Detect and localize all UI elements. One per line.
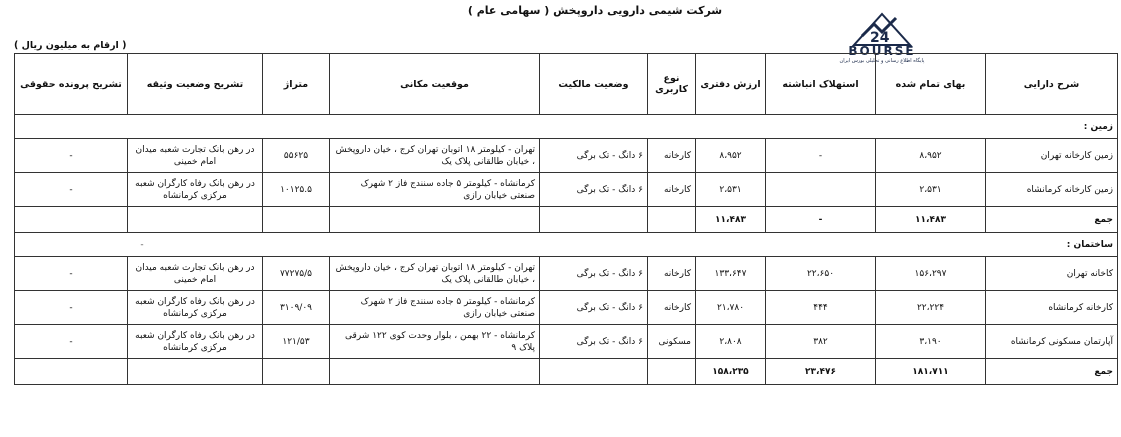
cell-description: کارخانه کرمانشاه [986, 291, 1118, 325]
cell-legal-file: - [15, 257, 128, 291]
cell-area: ۷۷۲۷۵/۵ [263, 257, 330, 291]
cell-description: زمین کارخانه کرمانشاه [986, 173, 1118, 207]
cell-area: ۳۱۰۹/۰۹ [263, 291, 330, 325]
header-ownership: وضعیت مالکیت [540, 54, 648, 115]
header-legal-file: تشریح پرونده حقوقی [15, 54, 128, 115]
total-label: جمع [986, 359, 1118, 385]
cell-usage-type: کارخانه [648, 257, 696, 291]
header-area: متراژ [263, 54, 330, 115]
cell-ownership: ۶ دانگ - تک برگی [540, 173, 648, 207]
table-row [15, 139, 1118, 173]
cell-location: کرمانشاه - کیلومتر ۵ جاده سنندج فاز ۲ شهرک صنعتی خیابان رازی [330, 173, 540, 207]
section-title [15, 233, 1118, 257]
cell-collateral: در رهن بانک رفاه کارگران شعبه مرکزی کرمانشاه [128, 173, 263, 207]
empty-cell [540, 207, 648, 233]
cell-ownership: ۶ دانگ - تک برگی [540, 257, 648, 291]
cell-finished-cost: ۲۲،۲۲۴ [876, 291, 986, 325]
total-label: جمع [986, 207, 1118, 233]
empty-cell [263, 207, 330, 233]
cell-usage-type: کارخانه [648, 291, 696, 325]
cell-location: تهران - کیلومتر ۱۸ اتوبان تهران کرج ، خیان داروپخش ، خیابان طالقانی پلاک یک [330, 257, 540, 291]
section-title: زمین : [15, 115, 1118, 139]
cell-legal-file: - [15, 325, 128, 359]
empty-cell [648, 207, 696, 233]
cell-ownership: ۶ دانگ - تک برگی [540, 291, 648, 325]
table-row [15, 173, 1118, 207]
empty-cell [128, 359, 263, 385]
section-row-land [15, 115, 1118, 139]
cell-finished-cost: ۳،۱۹۰ [876, 325, 986, 359]
cell-description: کاخانه تهران [986, 257, 1118, 291]
cell-description: آپارتمان مسکونی کرمانشاه [986, 325, 1118, 359]
svg-text:24: 24 [870, 30, 890, 46]
empty-cell [330, 207, 540, 233]
cell-collateral: در رهن بانک رفاه کارگران شعبه مرکزی کرمانشاه [128, 291, 263, 325]
cell-legal-file: - [15, 139, 128, 173]
header-accum-depreciation: استهلاک انباشته [766, 54, 876, 115]
cell-accum-depreciation: ۲۲،۶۵۰ [766, 257, 876, 291]
header-finished-cost: بهای تمام شده [876, 54, 986, 115]
cell-area: ۱۰۱۲۵.۵ [263, 173, 330, 207]
section-dash: - [140, 239, 144, 250]
header-usage-type: نوع کاربری [648, 54, 696, 115]
total-book-value: ۱۱،۴۸۳ [696, 207, 766, 233]
cell-location: کرمانشاه - کیلومتر ۵ جاده سنندج فاز ۲ شهرک صنعتی خیابان رازی [330, 291, 540, 325]
bourse-logo-icon [836, 12, 928, 46]
total-finished-cost: ۱۸۱،۷۱۱ [876, 359, 986, 385]
cell-accum-depreciation: - [766, 139, 876, 173]
cell-legal-file: - [15, 173, 128, 207]
cell-usage-type: مسکونی [648, 325, 696, 359]
logo-wordmark: BOURSE [848, 44, 916, 58]
fixed-assets-table [14, 53, 1118, 385]
cell-book-value: ۲،۸۰۸ [696, 325, 766, 359]
total-accum-depreciation: ۲۳،۴۷۶ [766, 359, 876, 385]
cell-area: ۱۲۱/۵۳ [263, 325, 330, 359]
cell-location: کرمانشاه - ۲۲ بهمن ، بلوار وحدت کوی ۱۲۲ شرقی پلاک ۹ [330, 325, 540, 359]
empty-cell [540, 359, 648, 385]
table-header-row [15, 54, 1118, 115]
total-accum-depreciation: - [766, 207, 876, 233]
table-row [15, 325, 1118, 359]
cell-accum-depreciation: ۳۸۲ [766, 325, 876, 359]
unit-note: ( ارقام به میلیون ریال ) [14, 40, 127, 51]
cell-accum-depreciation: ۴۴۴ [766, 291, 876, 325]
header-description: شرح دارایی [986, 54, 1118, 115]
cell-book-value: ۱۳۳،۶۴۷ [696, 257, 766, 291]
cell-book-value: ۲۱،۷۸۰ [696, 291, 766, 325]
total-finished-cost: ۱۱،۴۸۳ [876, 207, 986, 233]
cell-book-value: ۸،۹۵۲ [696, 139, 766, 173]
empty-cell [648, 359, 696, 385]
header-location: موقعیت مکانی [330, 54, 540, 115]
cell-collateral: در رهن بانک تجارت شعبه میدان امام خمینی [128, 139, 263, 173]
cell-ownership: ۶ دانگ - تک برگی [540, 325, 648, 359]
cell-description: زمین کارخانه تهران [986, 139, 1118, 173]
total-book-value: ۱۵۸،۲۳۵ [696, 359, 766, 385]
cell-collateral: در رهن بانک تجارت شعبه میدان امام خمینی [128, 257, 263, 291]
empty-cell [15, 359, 128, 385]
cell-location: تهران - کیلومتر ۱۸ اتوبان تهران کرج ، خیان داروپخش ، خیابان طالقانی پلاک یک [330, 139, 540, 173]
cell-finished-cost: ۱۵۶،۲۹۷ [876, 257, 986, 291]
cell-usage-type: کارخانه [648, 139, 696, 173]
empty-cell [330, 359, 540, 385]
empty-cell [15, 207, 128, 233]
cell-collateral: در رهن بانک رفاه کارگران شعبه مرکزی کرمانشاه [128, 325, 263, 359]
section-title-text: ساختمان : [1066, 239, 1113, 250]
cell-accum-depreciation [766, 173, 876, 207]
logo-subtitle: پایگاه اطلاع رسانی و تحلیلی بورس ایران [839, 58, 925, 64]
cell-legal-file: - [15, 291, 128, 325]
header-collateral: تشریح وضعیت وثیقه [128, 54, 263, 115]
company-title: شرکت شیمی دارویی داروپخش ( سهامی عام ) [467, 4, 723, 17]
cell-ownership: ۶ دانگ - تک برگی [540, 139, 648, 173]
cell-finished-cost: ۸،۹۵۲ [876, 139, 986, 173]
header-book-value: ارزش دفتری [696, 54, 766, 115]
cell-usage-type: کارخانه [648, 173, 696, 207]
cell-finished-cost: ۲،۵۳۱ [876, 173, 986, 207]
cell-area: ۵۵۶۲۵ [263, 139, 330, 173]
empty-cell [263, 359, 330, 385]
table-row [15, 291, 1118, 325]
cell-book-value: ۲،۵۳۱ [696, 173, 766, 207]
total-row-land [15, 207, 1118, 233]
table-row [15, 257, 1118, 291]
section-row-buildings [15, 233, 1118, 257]
empty-cell [128, 207, 263, 233]
total-row-buildings [15, 359, 1118, 385]
